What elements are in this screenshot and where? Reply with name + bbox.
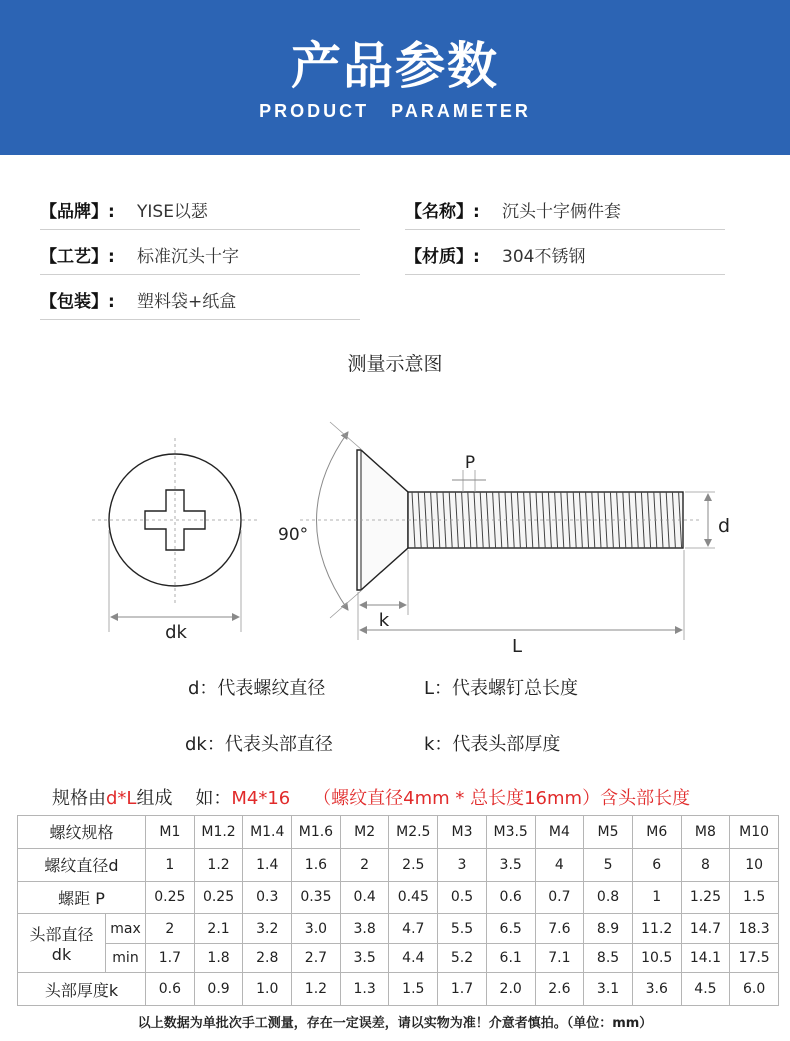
- pitch-cell: 1: [632, 881, 681, 914]
- param-label-material: 【材质】:: [405, 247, 480, 267]
- row-header-sizes: 螺纹规格: [18, 816, 146, 849]
- dk-min-cell: 2.8: [243, 943, 292, 972]
- param-row-packaging: [40, 275, 360, 320]
- pitch-cell: 0.35: [292, 881, 341, 914]
- pitch-cell: 0.25: [194, 881, 243, 914]
- dk-min-cell: 14.1: [681, 943, 730, 972]
- dim-label-angle: 90°: [278, 525, 309, 545]
- row-subheader-min: min: [106, 943, 146, 972]
- param-label-packaging: 【包装】:: [40, 292, 115, 312]
- dk-max-cell: 3.2: [243, 914, 292, 943]
- pitch-cell: 1.25: [681, 881, 730, 914]
- spec-note: [52, 784, 690, 810]
- dk-min-cell: 5.2: [438, 943, 487, 972]
- size-cell: M1.4: [243, 816, 292, 849]
- dim-label-L: L: [511, 636, 523, 657]
- dk-max-cell: 3.8: [340, 914, 389, 943]
- legend-dk: dk：代表头部直径: [185, 734, 333, 755]
- table-row-pitch: [18, 881, 779, 914]
- spec-note-part3: 组成 如：: [136, 788, 232, 809]
- diagram-title: 测量示意图: [347, 353, 443, 375]
- d-cell: 4: [535, 848, 584, 881]
- row-header-dk-line2: dk: [51, 945, 72, 965]
- pitch-cell: 0.5: [438, 881, 487, 914]
- size-cell: M4: [535, 816, 584, 849]
- pitch-cell: 0.8: [584, 881, 633, 914]
- dk-max-cell: 3.0: [292, 914, 341, 943]
- spec-note-part5: 含头部长度: [600, 788, 691, 809]
- param-value-name: 沉头十字俩件套: [502, 202, 621, 222]
- legend-L: L：代表螺钉总长度: [424, 678, 579, 699]
- header-banner: [0, 0, 790, 155]
- size-cell: M6: [632, 816, 681, 849]
- dk-max-cell: 18.3: [730, 914, 779, 943]
- d-cell: 10: [730, 848, 779, 881]
- page-subtitle: PRODUCT PARAMETER: [259, 101, 531, 121]
- size-cell: M2: [340, 816, 389, 849]
- dk-max-cell: 2: [146, 914, 195, 943]
- k-cell: 2.0: [486, 973, 535, 1006]
- footer-disclaimer: 以上数据为单批次手工测量，存在一定误差，请以实物为准！介意者慎拍。（单位：mm）: [137, 1016, 653, 1031]
- d-cell: 5: [584, 848, 633, 881]
- pitch-cell: 0.6: [486, 881, 535, 914]
- dk-min-cell: 8.5: [584, 943, 633, 972]
- dk-min-cell: 4.4: [389, 943, 438, 972]
- k-cell: 1.2: [292, 973, 341, 1006]
- k-cell: 0.6: [146, 973, 195, 1006]
- table-row-d: [18, 848, 779, 881]
- k-cell: 1.7: [438, 973, 487, 1006]
- d-cell: 1: [146, 848, 195, 881]
- size-cell: M1: [146, 816, 195, 849]
- d-cell: 2.5: [389, 848, 438, 881]
- param-label-name: 【名称】:: [405, 202, 480, 222]
- size-cell: M2.5: [389, 816, 438, 849]
- dim-label-dk: dk: [165, 622, 187, 643]
- k-cell: 1.3: [340, 973, 389, 1006]
- d-cell: 3: [438, 848, 487, 881]
- legend-k: k：代表头部厚度: [424, 734, 561, 755]
- dk-min-cell: 7.1: [535, 943, 584, 972]
- page-title: 产品参数: [291, 37, 499, 95]
- dk-max-cell: 8.9: [584, 914, 633, 943]
- size-cell: M3: [438, 816, 487, 849]
- table-row-dk-max: [18, 914, 779, 943]
- dk-min-cell: 3.5: [340, 943, 389, 972]
- param-value-material: 304不锈钢: [502, 247, 586, 267]
- dk-min-cell: 1.7: [146, 943, 195, 972]
- param-value-brand: YISE以瑟: [137, 202, 208, 222]
- dk-max-cell: 2.1: [194, 914, 243, 943]
- k-cell: 1.5: [389, 973, 438, 1006]
- dk-min-cell: 2.7: [292, 943, 341, 972]
- k-cell: 4.5: [681, 973, 730, 1006]
- param-label-craft: 【工艺】:: [40, 247, 115, 267]
- dk-max-cell: 14.7: [681, 914, 730, 943]
- table-row-sizes: [18, 816, 779, 849]
- row-header-dk-line1: 头部直径: [29, 925, 94, 945]
- size-cell: M5: [584, 816, 633, 849]
- row-header-dk: [18, 914, 106, 973]
- measurement-diagram: [0, 400, 790, 660]
- param-row-craft: [40, 230, 360, 275]
- table-row-dk-min: [18, 943, 779, 972]
- d-cell: 1.2: [194, 848, 243, 881]
- k-cell: 3.1: [584, 973, 633, 1006]
- param-row-brand: [40, 185, 360, 230]
- dk-max-cell: 4.7: [389, 914, 438, 943]
- size-cell: M8: [681, 816, 730, 849]
- legend-d: d：代表螺纹直径: [188, 678, 326, 699]
- dk-max-cell: 7.6: [535, 914, 584, 943]
- size-cell: M3.5: [486, 816, 535, 849]
- d-cell: 3.5: [486, 848, 535, 881]
- param-value-craft: 标准沉头十字: [137, 247, 239, 267]
- spec-note-dl: d*L: [106, 788, 137, 809]
- dk-min-cell: 6.1: [486, 943, 535, 972]
- pitch-cell: 0.7: [535, 881, 584, 914]
- k-cell: 3.6: [632, 973, 681, 1006]
- pitch-cell: 0.45: [389, 881, 438, 914]
- pitch-cell: 0.3: [243, 881, 292, 914]
- size-cell: M1.6: [292, 816, 341, 849]
- dk-max-cell: 11.2: [632, 914, 681, 943]
- k-cell: 2.6: [535, 973, 584, 1006]
- spec-note-example: M4*16 （螺纹直径4mm * 总长度16mm）: [231, 788, 601, 809]
- table-row-k: [18, 973, 779, 1006]
- dk-max-cell: 6.5: [486, 914, 535, 943]
- screw-head-front-view: [92, 438, 258, 632]
- pitch-cell: 0.25: [146, 881, 195, 914]
- spec-note-part1: 规格由: [52, 788, 106, 809]
- dk-min-cell: 1.8: [194, 943, 243, 972]
- spec-table: [17, 815, 779, 1006]
- k-cell: 1.0: [243, 973, 292, 1006]
- row-subheader-max: max: [106, 914, 146, 943]
- dim-label-d: d: [718, 515, 731, 537]
- row-header-d: 螺纹直径d: [18, 848, 146, 881]
- param-row-name: [405, 185, 725, 230]
- d-cell: 6: [632, 848, 681, 881]
- param-label-brand: 【品牌】:: [40, 202, 115, 222]
- d-cell: 8: [681, 848, 730, 881]
- row-header-pitch: 螺距 P: [18, 881, 146, 914]
- dim-label-pitch: P: [464, 453, 476, 473]
- k-cell: 6.0: [730, 973, 779, 1006]
- dk-min-cell: 17.5: [730, 943, 779, 972]
- dk-max-cell: 5.5: [438, 914, 487, 943]
- size-cell: M1.2: [194, 816, 243, 849]
- screw-side-view: [300, 422, 715, 640]
- param-value-packaging: 塑料袋+纸盒: [137, 292, 237, 312]
- dk-min-cell: 10.5: [632, 943, 681, 972]
- d-cell: 2: [340, 848, 389, 881]
- size-cell: M10: [730, 816, 779, 849]
- pitch-cell: 1.5: [730, 881, 779, 914]
- k-cell: 0.9: [194, 973, 243, 1006]
- pitch-cell: 0.4: [340, 881, 389, 914]
- param-row-material: [405, 230, 725, 275]
- d-cell: 1.6: [292, 848, 341, 881]
- row-header-k: 头部厚度k: [18, 973, 146, 1006]
- d-cell: 1.4: [243, 848, 292, 881]
- dim-label-k: k: [378, 610, 390, 631]
